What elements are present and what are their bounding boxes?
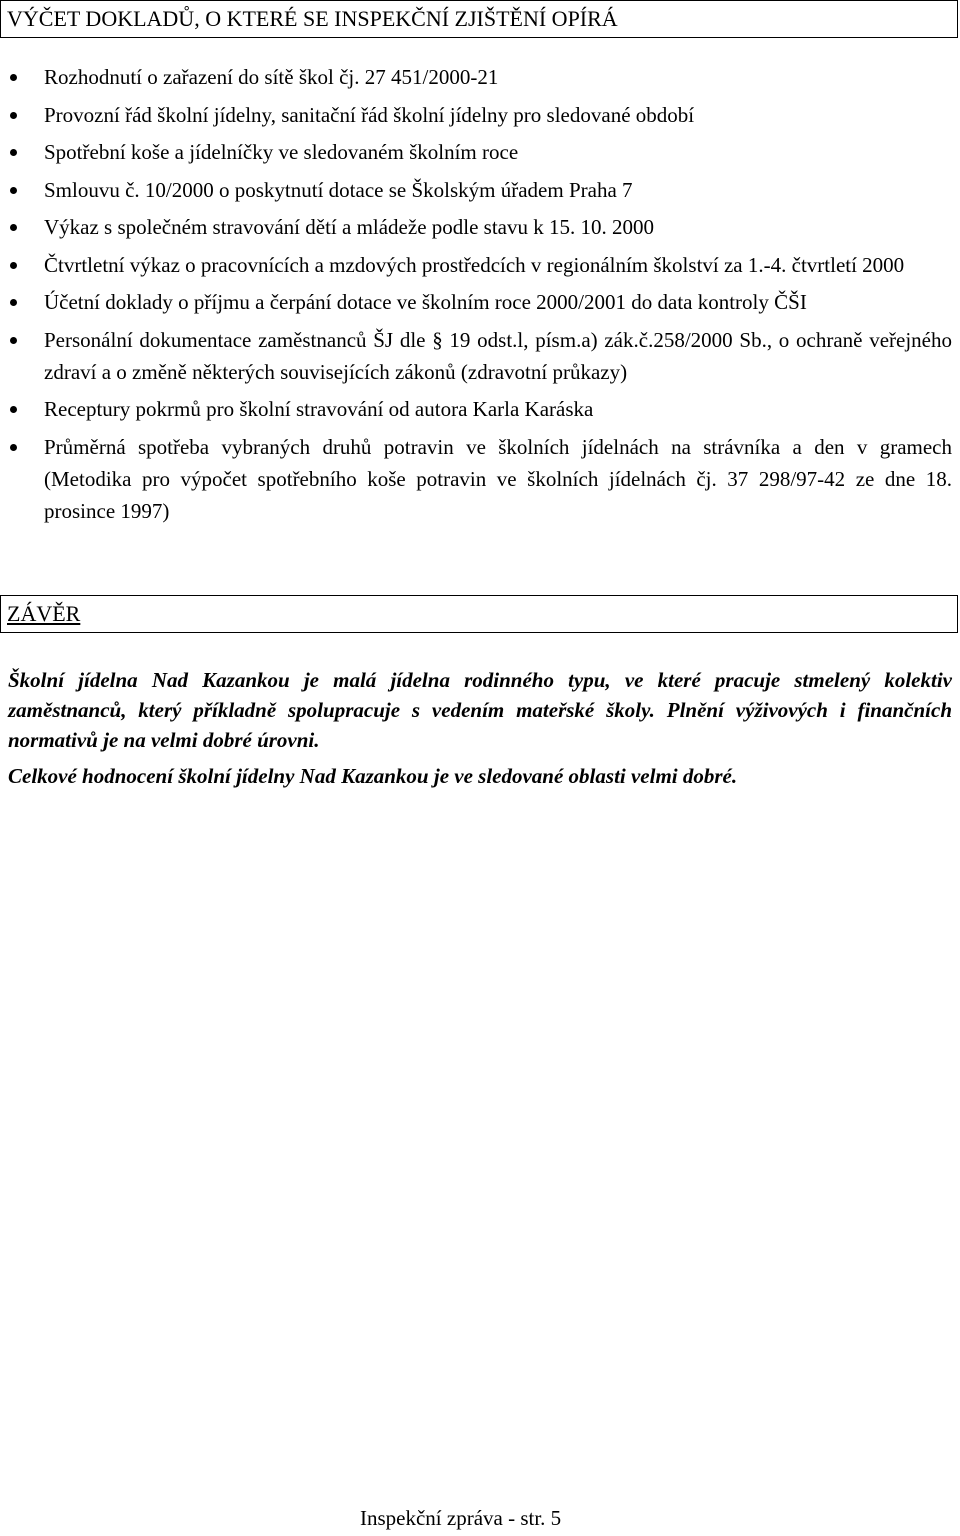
document-list [0,61,958,532]
conclusion-heading: ZÁVĚR [0,595,958,633]
list-item-text: Čtvrtletní výkaz o pracovnících a mzdových prostředcích v regionálním školství za 1.-4. čtvrtletí 2000 [44,252,905,277]
list-item [0,211,958,243]
list-item-text: Výkaz s společném stravování dětí a mládeže podle stavu k 15. 10. 2000 [44,215,655,239]
list-item-text: Průměrná spotřeba vybraných druhů potravin ve školních jídelnách na strávníka a den v gramech (Metodika pro výpočet spotřebního koše potravin ve školních jídelnách čj. 37 298/97-42 ze dne 18. prosince 1997) [44,434,952,523]
list-item-text: Provozní řád školní jídelny, sanitační řád školní jídelny pro sledované období [44,102,695,127]
list-item [0,99,958,131]
list-item [0,136,958,168]
list-item [0,286,958,318]
list-item [0,324,958,388]
list-item-text: Účetní doklady o příjmu a čerpání dotace ve školním roce 2000/2001 do data kontroly ČŠI [44,290,807,314]
list-item [0,174,958,206]
list-item-text: Spotřební koše a jídelníčky ve sledovaném školním roce [44,140,519,164]
list-item-text: Rozhodnutí o zařazení do sítě škol čj. 27 451/2000-21 [44,65,499,89]
list-item-text: Receptury pokrmů pro školní stravování od autora Karla Karáska [44,397,594,421]
list-item-text: Personální dokumentace zaměstnanců ŠJ dle § 19 odst.l, písm.a) zák.č.258/2000 Sb., o ochraně veřejného zdraví a o změně některých souvisejících zákonů (zdravotní průkazy) [44,327,952,384]
overall-evaluation-paragraph: Celkové hodnocení školní jídelny Nad Kazankou je ve sledované oblasti velmi dobré. [8,764,738,788]
list-item [0,431,958,527]
bullet-icon [10,112,17,119]
conclusion-paragraph: Školní jídelna Nad Kazankou je malá jídelna rodinného typu, ve které pracuje stmelený kolektiv zaměstnanců, který příkladně spolupracuje s vedením mateřské školy. Plnění výživových i finančních normativů je na velmi dobré úrovni. [8,668,952,752]
bullet-icon [10,187,17,194]
list-item-text: Smlouvu č. 10/2000 o poskytnutí dotace se Školským úřadem Praha 7 [44,177,633,202]
bullet-icon [10,444,17,451]
bullet-icon [10,299,17,306]
bullet-icon [10,74,17,81]
bullet-icon [10,406,17,413]
list-item [0,249,958,281]
page-footer: Inspekční zpráva - str. 5 [360,1506,562,1530]
list-item [0,393,958,425]
bullet-icon [10,337,17,344]
list-item [0,61,958,93]
bullet-icon [10,224,17,231]
bullet-icon [10,262,17,269]
bullet-icon [10,149,17,156]
document-list-heading: VÝČET DOKLADŮ, O KTERÉ SE INSPEKČNÍ ZJIŠTĚNÍ OPÍRÁ [0,0,958,38]
